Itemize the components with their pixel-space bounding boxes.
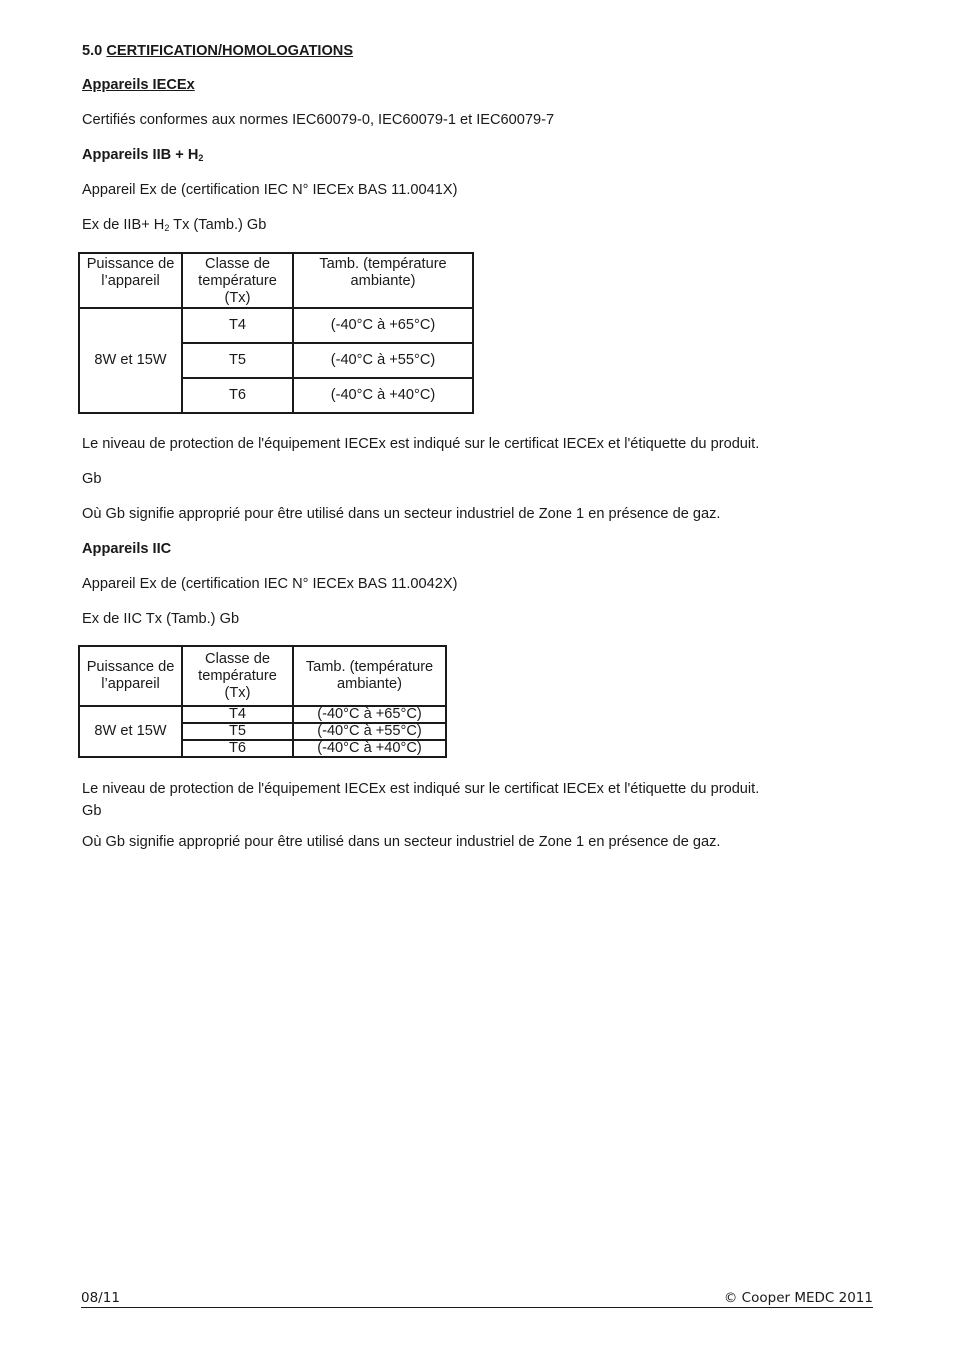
- temp-class-cell: T5: [182, 723, 293, 740]
- header-temp-class: Classe de température (Tx): [182, 253, 293, 308]
- table-header-row: [79, 646, 446, 706]
- iib-protection-text: Le niveau de protection de l'équipement IECEx est indiqué sur le certificat IECEx et l'étiquette du produit.: [82, 436, 760, 452]
- iecex-conformity-text: Certifiés conformes aux normes IEC60079-0, IEC60079-1 et IEC60079-7: [82, 112, 555, 128]
- iic-heading: Appareils IIC: [82, 541, 172, 557]
- temp-class-cell: T4: [182, 706, 293, 723]
- tamb-cell: (-40°C à +40°C): [293, 740, 446, 757]
- footer-divider: [81, 1307, 873, 1308]
- footer-copyright: © Cooper MEDC 2011: [723, 1290, 873, 1306]
- section-number: 5.0: [82, 43, 103, 59]
- table-header-row: [79, 253, 473, 308]
- iic-meaning-text: Où Gb signifie approprié pour être utilisé dans un secteur industriel de Zone 1 en présence de gaz.: [82, 834, 721, 850]
- iib-marking-subscript: 2: [164, 223, 170, 233]
- tamb-cell: (-40°C à +40°C): [293, 378, 473, 413]
- header-power: Puissance de l’appareil: [79, 253, 182, 308]
- power-cell: 8W et 15W: [79, 706, 182, 757]
- temp-class-cell: T5: [182, 343, 293, 378]
- iib-temperature-table: [78, 252, 474, 414]
- iic-temperature-table: [78, 645, 447, 758]
- tamb-cell: (-40°C à +55°C): [293, 343, 473, 378]
- iic-marking: Ex de IIC Tx (Tamb.) Gb: [82, 611, 240, 627]
- tamb-cell: (-40°C à +55°C): [293, 723, 446, 740]
- iib-meaning-text: Où Gb signifie approprié pour être utilisé dans un secteur industriel de Zone 1 en présence de gaz.: [82, 506, 721, 522]
- iecex-heading: Appareils IECEx: [82, 77, 195, 93]
- iib-heading: [82, 147, 203, 163]
- iib-cert-line: Appareil Ex de (certification IEC N° IECEx BAS 11.0041X): [82, 182, 458, 198]
- header-tamb: Tamb. (température ambiante): [293, 646, 446, 706]
- iic-protection-text: Le niveau de protection de l'équipement IECEx est indiqué sur le certificat IECEx et l'étiquette du produit.: [82, 781, 760, 797]
- table-row: [79, 308, 473, 343]
- iic-cert-line: Appareil Ex de (certification IEC N° IECEx BAS 11.0042X): [82, 576, 458, 592]
- temp-class-cell: T6: [182, 740, 293, 757]
- iib-heading-text: Appareils IIB + H: [82, 147, 199, 163]
- iib-marking-pre: Ex de IIB+ H: [82, 217, 165, 233]
- temp-class-cell: T6: [182, 378, 293, 413]
- section-title-text: CERTIFICATION/HOMOLOGATIONS: [106, 43, 354, 59]
- tamb-cell: (-40°C à +65°C): [293, 308, 473, 343]
- table-row: [79, 706, 446, 723]
- header-power: Puissance de l’appareil: [79, 646, 182, 706]
- header-temp-class: Classe de température (Tx): [182, 646, 293, 706]
- iic-epl: Gb: [82, 803, 102, 819]
- temp-class-cell: T4: [182, 308, 293, 343]
- iib-marking: [82, 217, 266, 233]
- iib-marking-post: Tx (Tamb.) Gb: [169, 217, 267, 233]
- tamb-cell: (-40°C à +65°C): [293, 706, 446, 723]
- iib-epl: Gb: [82, 471, 102, 487]
- footer-date: 08/11: [81, 1290, 120, 1306]
- iib-heading-subscript: 2: [198, 153, 204, 163]
- header-tamb: Tamb. (température ambiante): [293, 253, 473, 308]
- section-title: [82, 43, 353, 59]
- power-cell: 8W et 15W: [79, 308, 182, 413]
